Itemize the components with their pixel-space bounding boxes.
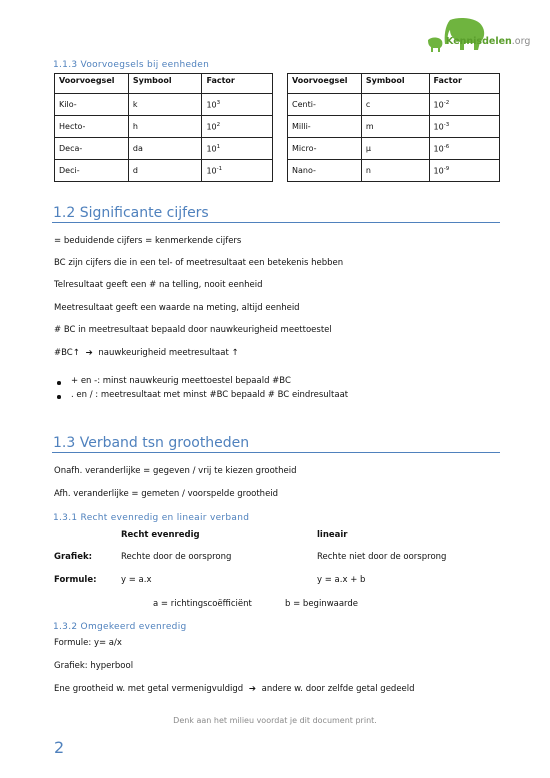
cell-symbol: n bbox=[361, 160, 429, 182]
column-header-lineair: lineair bbox=[317, 530, 348, 540]
cell-factor: $10^{-2}$ bbox=[429, 94, 499, 116]
section-13-title: 1.3 Verband tsn grootheden bbox=[53, 435, 250, 451]
table-header-row bbox=[55, 74, 273, 94]
table-row bbox=[55, 160, 273, 182]
cell-symbol: µ bbox=[361, 138, 429, 160]
paragraph: Afh. veranderlijke = gemeten / voorspelde grootheid bbox=[54, 489, 279, 499]
prefix-table-left bbox=[54, 73, 273, 182]
cell-symbol: da bbox=[128, 138, 202, 160]
cell-factor: $10^1$ bbox=[202, 138, 273, 160]
bullet-icon bbox=[57, 381, 61, 385]
cell-symbol: h bbox=[128, 116, 202, 138]
cell-prefix: Micro- bbox=[288, 138, 362, 160]
section-113-title: 1.1.3 Voorvoegsels bij eenheden bbox=[53, 60, 210, 70]
header-factor: Factor bbox=[202, 74, 273, 94]
formule-lineair: y = a.x + b bbox=[317, 575, 366, 585]
arrow-paragraph: Ene grootheid w. met getal vermenigvuldigd ➔ andere w. door zelfde getal gedeeld bbox=[54, 684, 415, 694]
paragraph: BC zijn cijfers die in een tel- of meetresultaat een betekenis hebben bbox=[54, 258, 344, 268]
arrow-paragraph: #BC↑ ➔ nauwkeurigheid meetresultaat ↑ bbox=[54, 348, 239, 358]
header-factor: Factor bbox=[429, 74, 499, 94]
paragraph: Formule: y= a/x bbox=[54, 638, 122, 648]
logo-tld: .org bbox=[511, 36, 531, 47]
header-symbool: Symbool bbox=[361, 74, 429, 94]
cell-prefix: Nano- bbox=[288, 160, 362, 182]
cell-prefix: Kilo- bbox=[55, 94, 129, 116]
cell-prefix: Hecto- bbox=[55, 116, 129, 138]
kennisdelen-logo bbox=[420, 16, 538, 56]
cell-factor: $10^{-3}$ bbox=[429, 116, 499, 138]
section-13-divider bbox=[52, 452, 500, 453]
column-header-recht-evenredig: Recht evenredig bbox=[121, 530, 200, 540]
paragraph: Telresultaat geeft een # na telling, nooit eenheid bbox=[54, 280, 263, 290]
legend-b: b = beginwaarde bbox=[285, 599, 359, 609]
cell-factor: $10^{-1}$ bbox=[202, 160, 273, 182]
table-header-row bbox=[288, 74, 500, 94]
page-number: 2 bbox=[54, 738, 65, 757]
bullet-icon bbox=[57, 395, 61, 399]
table-row bbox=[288, 160, 500, 182]
cell-prefix: Milli- bbox=[288, 116, 362, 138]
legend-a: a = richtingscoëfficiënt bbox=[153, 599, 252, 609]
bullet-item: . en / : meetresultaat met minst #BC bepaald # BC eindresultaat bbox=[71, 390, 349, 400]
table-row bbox=[55, 116, 273, 138]
arrow-right-icon: ➔ bbox=[248, 684, 256, 694]
cell-prefix: Centi- bbox=[288, 94, 362, 116]
table-row bbox=[55, 94, 273, 116]
cell-factor: $10^{-9}$ bbox=[429, 160, 499, 182]
grafiek-lineair: Rechte niet door de oorsprong bbox=[317, 552, 447, 562]
cell-factor: $10^3$ bbox=[202, 94, 273, 116]
formule-label: Formule: bbox=[54, 575, 97, 585]
cell-symbol: d bbox=[128, 160, 202, 182]
cell-symbol: c bbox=[361, 94, 429, 116]
grafiek-label: Grafiek: bbox=[54, 552, 93, 562]
table-row bbox=[288, 94, 500, 116]
header-voorvoegsel: Voorvoegsel bbox=[288, 74, 362, 94]
cell-factor: $10^2$ bbox=[202, 116, 273, 138]
section-131-title: 1.3.1 Recht evenredig en lineair verband bbox=[53, 513, 250, 523]
paragraph: # BC in meetresultaat bepaald door nauwkeurigheid meettoestel bbox=[54, 325, 332, 335]
logo-text: Kennisdelen bbox=[446, 36, 512, 47]
cell-prefix: Deci- bbox=[55, 160, 129, 182]
formule-recht-evenredig: y = a.x bbox=[121, 575, 152, 585]
paragraph: = beduidende cijfers = kenmerkende cijfers bbox=[54, 236, 242, 246]
cell-factor: $10^{-6}$ bbox=[429, 138, 499, 160]
arrow-right-icon: ➔ bbox=[85, 348, 93, 358]
paragraph: Grafiek: hyperbool bbox=[54, 661, 134, 671]
bullet-item: + en -: minst nauwkeurig meettoestel bepaald #BC bbox=[71, 376, 291, 386]
grafiek-recht-evenredig: Rechte door de oorsprong bbox=[121, 552, 232, 562]
table-row bbox=[288, 138, 500, 160]
table-row bbox=[288, 116, 500, 138]
cell-symbol: k bbox=[128, 94, 202, 116]
paragraph: Meetresultaat geeft een waarde na meting, altijd eenheid bbox=[54, 303, 300, 313]
footer-note: Denk aan het milieu voordat je dit document print. bbox=[173, 716, 377, 725]
header-symbool: Symbool bbox=[128, 74, 202, 94]
section-12-divider bbox=[52, 222, 500, 223]
section-12-title: 1.2 Significante cijfers bbox=[53, 205, 209, 221]
cell-prefix: Deca- bbox=[55, 138, 129, 160]
section-132-title: 1.3.2 Omgekeerd evenredig bbox=[53, 622, 187, 632]
table-row bbox=[55, 138, 273, 160]
header-voorvoegsel: Voorvoegsel bbox=[55, 74, 129, 94]
paragraph: Onafh. veranderlijke = gegeven / vrij te kiezen grootheid bbox=[54, 466, 297, 476]
cell-symbol: m bbox=[361, 116, 429, 138]
prefix-table-right bbox=[287, 73, 500, 182]
